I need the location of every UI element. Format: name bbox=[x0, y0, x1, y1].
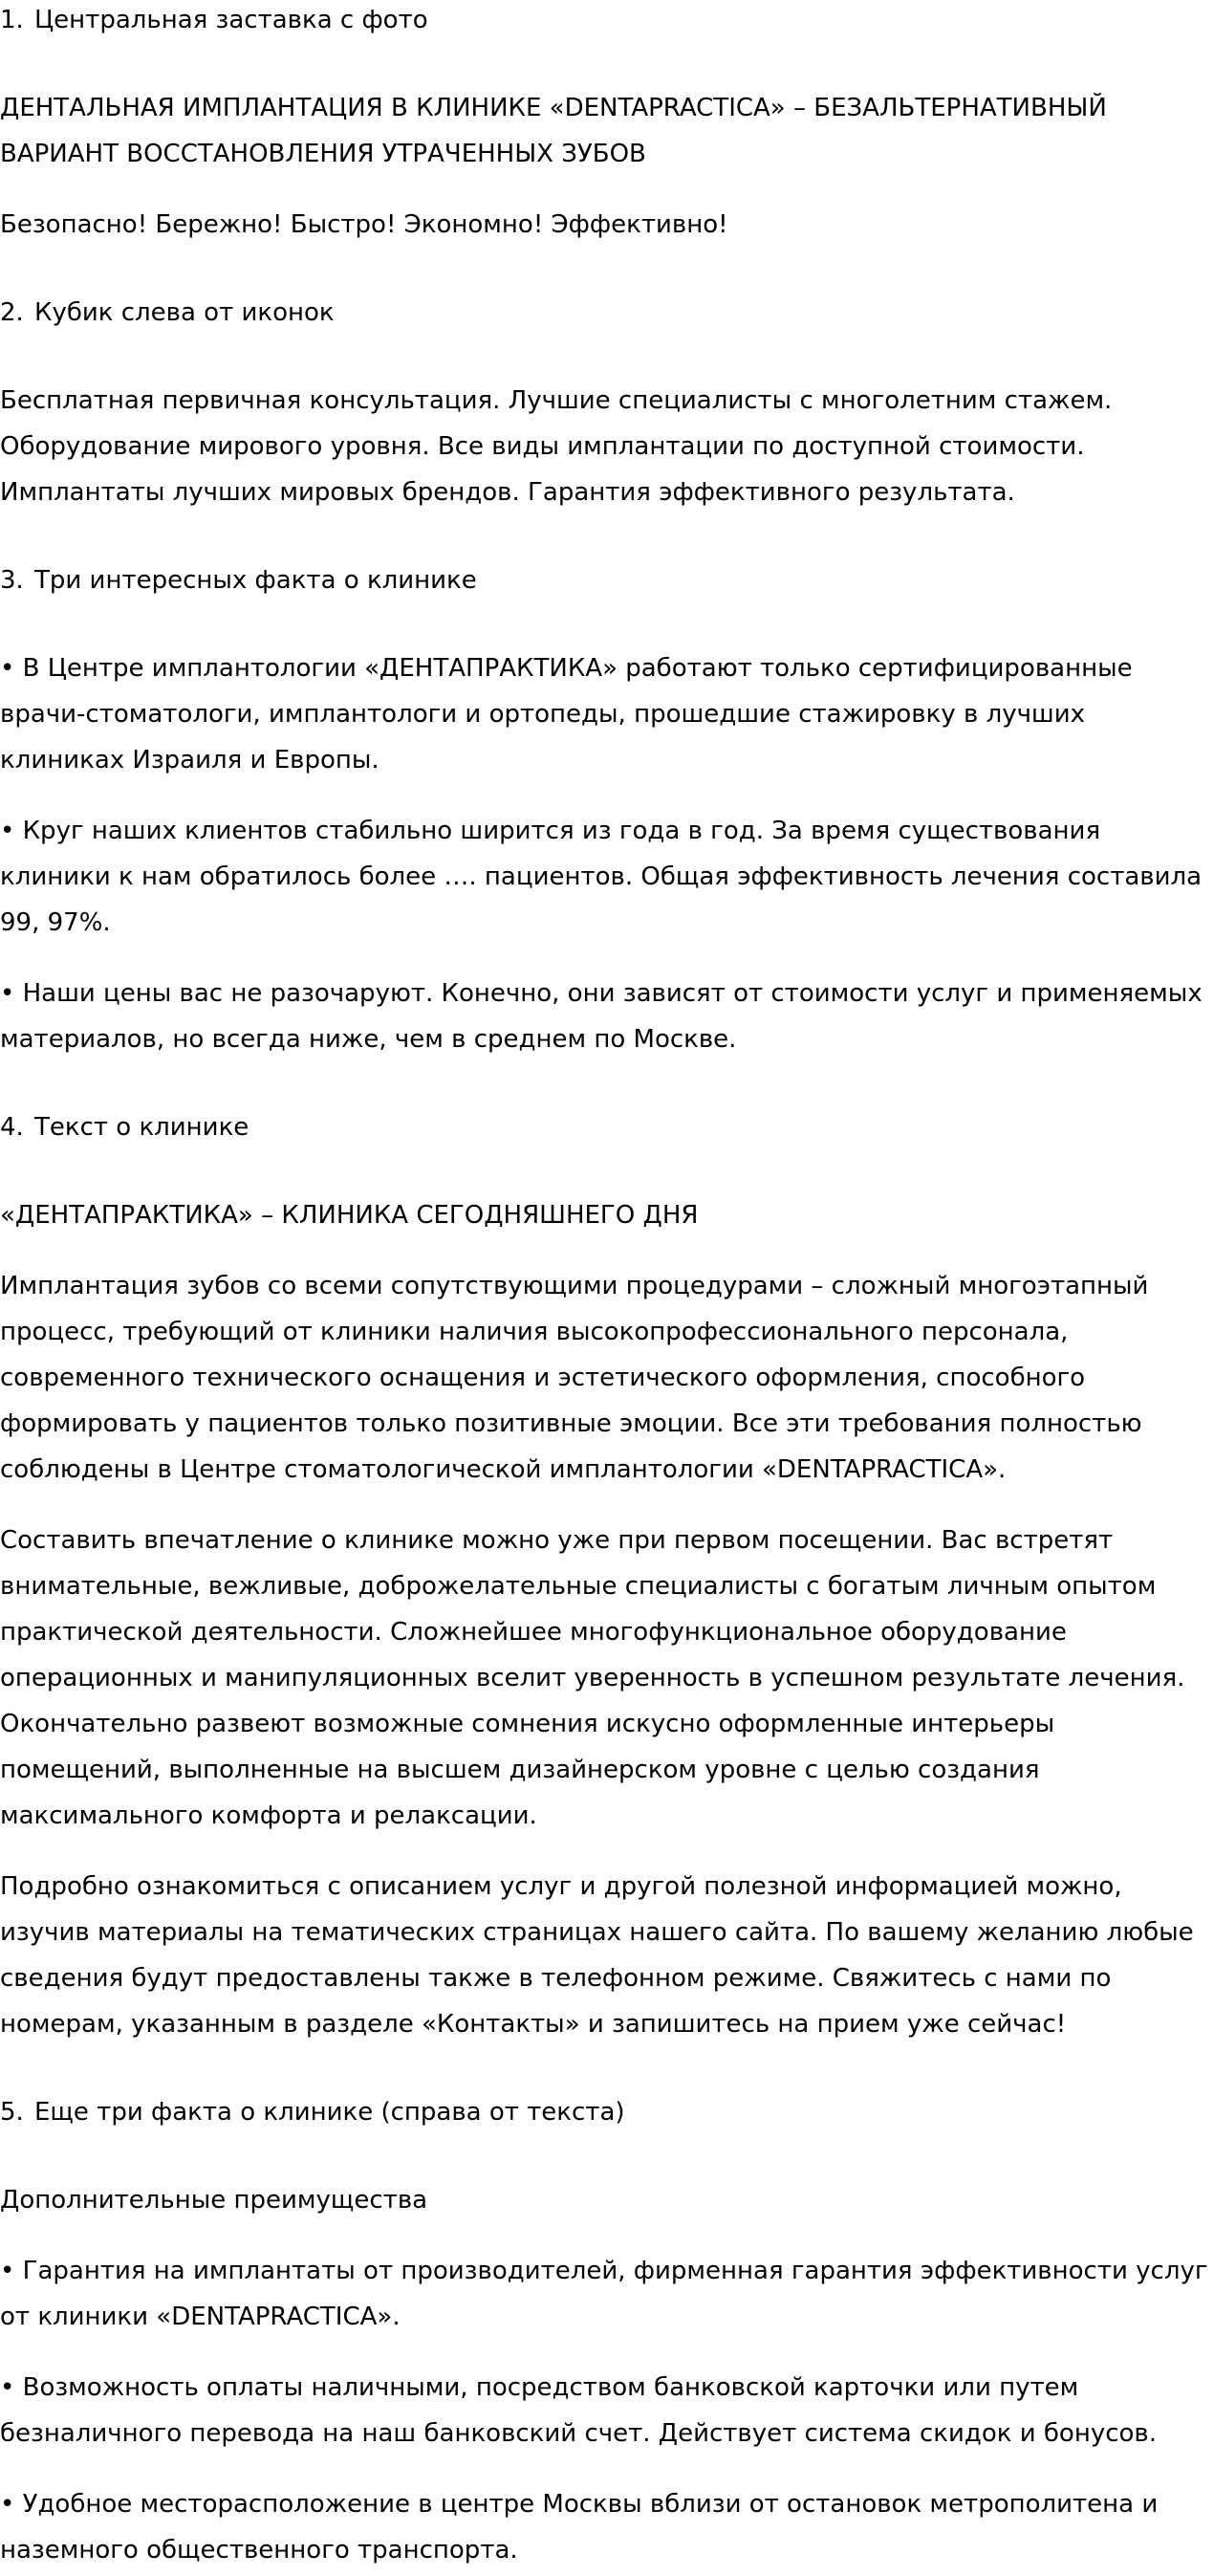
section-2-heading bbox=[0, 298, 335, 328]
section-4-paragraph-1-line-3: современного технического оснащения и эстетического оформления, способного bbox=[0, 1364, 1086, 1392]
section-5-fact-2-line-1: • Возможность оплаты наличными, посредством банковской карточки или путем bbox=[0, 2373, 1079, 2402]
section-4-paragraph-2-line-1: Составить впечатление о клинике можно уже при первом посещении. Вас встретят bbox=[0, 1526, 1114, 1555]
section-3-fact-3-line-2: материалов, но всегда ниже, чем в среднем по Москве. bbox=[0, 1025, 737, 1054]
section-heading-text: Текст о клинике bbox=[34, 1113, 249, 1142]
section-4-paragraph-3-line-1: Подробно ознакомиться с описанием услуг и другой полезной информацией можно, bbox=[0, 1872, 1122, 1901]
section-5-fact-3-line-2: наземного общественного транспорта. bbox=[0, 2536, 518, 2565]
section-1-title-line-2: ВАРИАНТ ВОССТАНОВЛЕНИЯ УТРАЧЕННЫХ ЗУБОВ bbox=[0, 140, 646, 168]
section-heading-text: Кубик слева от иконок bbox=[34, 298, 335, 327]
section-heading-text: Три интересных факта о клинике bbox=[34, 566, 477, 595]
section-4-paragraph-1-line-2: процесс, требующий от клиники наличия высокопрофессионального персонала, bbox=[0, 1318, 1069, 1346]
section-5-subtitle: Дополнительные преимущества bbox=[0, 2186, 428, 2215]
section-4-paragraph-1-line-1: Имплантация зубов со всеми сопутствующими процедурами – сложный многоэтапный bbox=[0, 1272, 1149, 1300]
section-2-body-line-3: Имплантаты лучших мировых брендов. Гарантия эффективного результата. bbox=[0, 478, 1015, 507]
section-3-fact-2-line-2: клиники к нам обратилось более …. пациентов. Общая эффективность лечения составила bbox=[0, 862, 1203, 891]
section-5-heading bbox=[0, 2098, 625, 2128]
section-5-fact-1-line-2: от клиники «DENTAPRACTICA». bbox=[0, 2303, 401, 2331]
section-3-fact-2-line-1: • Круг наших клиентов стабильно ширится из года в год. За время существования bbox=[0, 817, 1101, 845]
section-3-fact-1-line-2: врачи-стоматологи, имплантологи и ортопеды, прошедшие стажировку в лучших bbox=[0, 700, 1086, 729]
section-5-fact-1-line-1: • Гарантия на имплантаты от производителей, фирменная гарантия эффективности услуг bbox=[0, 2257, 1208, 2285]
section-4-paragraph-3-line-4: номерам, указанным в разделе «Контакты» и запишитесь на прием уже сейчас! bbox=[0, 2010, 1067, 2039]
section-4-paragraph-2-line-6: помещений, выполненные на высшем дизайнерском уровне с целью создания bbox=[0, 1756, 1040, 1784]
section-4-title: «ДЕНТАПРАКТИКА» – КЛИНИКА СЕГОДНЯШНЕГО ДНЯ bbox=[0, 1201, 699, 1230]
section-heading-text: Центральная заставка с фото bbox=[34, 6, 428, 34]
section-3-fact-3-line-1: • Наши цены вас не разочаруют. Конечно, они зависят от стоимости услуг и применяемых bbox=[0, 979, 1203, 1008]
section-5-fact-3-line-1: • Удобное месторасположение в центре Москвы вблизи от остановок метрополитена и bbox=[0, 2490, 1159, 2519]
section-heading-text: Еще три факта о клинике (справа от текста) bbox=[34, 2098, 625, 2127]
section-3-heading bbox=[0, 566, 477, 596]
section-4-paragraph-2-line-3: практической деятельности. Сложнейшее многофункциональное оборудование bbox=[0, 1618, 1067, 1647]
section-number: 2. bbox=[0, 298, 24, 327]
section-number: 3. bbox=[0, 566, 24, 595]
section-3-fact-1-line-3: клиниках Израиля и Европы. bbox=[0, 746, 379, 775]
section-1-slogan: Безопасно! Бережно! Быстро! Экономно! Эффективно! bbox=[0, 210, 728, 239]
section-4-paragraph-2-line-5: Окончательно развеют возможные сомнения искусно оформленные интерьеры bbox=[0, 1710, 1055, 1738]
section-4-paragraph-1-line-5: соблюдены в Центре стоматологической имплантологии «DENTAPRACTICA». bbox=[0, 1455, 1007, 1484]
section-3-fact-2-line-3: 99, 97%. bbox=[0, 908, 111, 937]
section-2-body-line-1: Бесплатная первичная консультация. Лучшие специалисты с многолетним стажем. bbox=[0, 386, 1113, 415]
section-3-fact-1-line-1: • В Центре имплантологии «ДЕНТАПРАКТИКА» работают только сертифицированные bbox=[0, 654, 1133, 683]
section-number: 4. bbox=[0, 1113, 24, 1142]
section-1-title-line-1: ДЕНТАЛЬНАЯ ИМПЛАНТАЦИЯ В КЛИНИКЕ «DENTAPRACTICA» – БЕЗАЛЬТЕРНАТИВНЫЙ bbox=[0, 94, 1107, 122]
section-4-heading bbox=[0, 1113, 249, 1143]
section-4-paragraph-3-line-2: изучив материалы на тематических страницах нашего сайта. По вашему желанию любые bbox=[0, 1918, 1194, 1947]
section-number: 1. bbox=[0, 6, 24, 34]
section-4-paragraph-3-line-3: сведения будут предоставлены также в телефонном режиме. Свяжитесь с нами по bbox=[0, 1964, 1112, 1993]
section-4-paragraph-2-line-2: внимательные, вежливые, доброжелательные специалисты с богатым личным опытом bbox=[0, 1572, 1157, 1601]
section-4-paragraph-2-line-7: максимального комфорта и релаксации. bbox=[0, 1801, 537, 1830]
section-4-paragraph-2-line-4: операционных и манипуляционных вселит уверенность в успешном результате лечения. bbox=[0, 1664, 1185, 1692]
section-number: 5. bbox=[0, 2098, 24, 2127]
section-4-paragraph-1-line-4: формировать у пациентов только позитивные эмоции. Все эти требования полностью bbox=[0, 1409, 1142, 1438]
section-5-fact-2-line-2: безналичного перевода на наш банковский счет. Действует система скидок и бонусов. bbox=[0, 2419, 1158, 2448]
section-2-body-line-2: Оборудование мирового уровня. Все виды имплантации по доступной стоимости. bbox=[0, 432, 1085, 461]
section-1-heading bbox=[0, 6, 428, 35]
